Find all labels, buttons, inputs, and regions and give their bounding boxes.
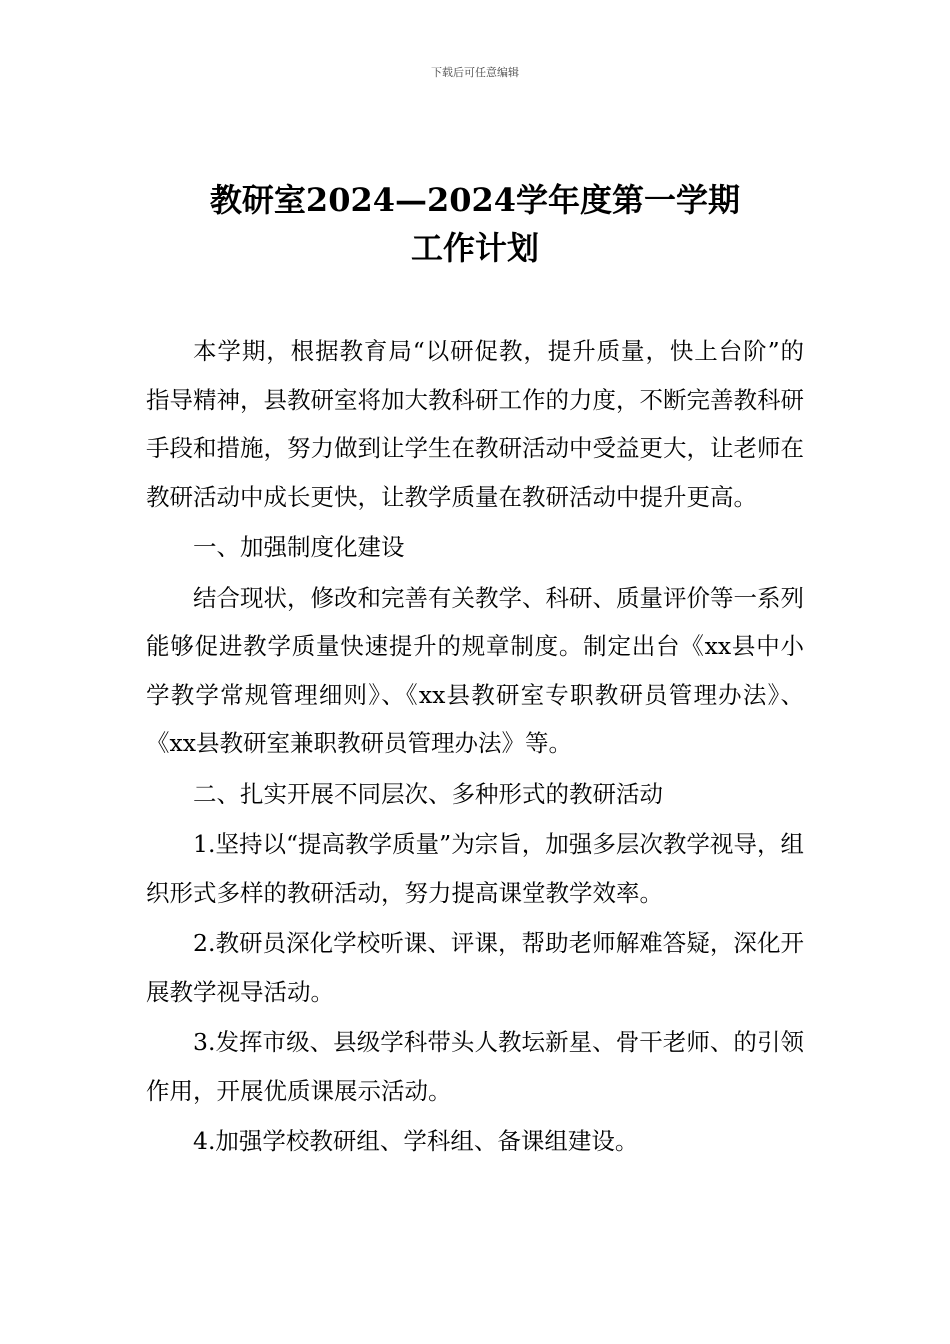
document-body <box>146 327 804 1168</box>
title-line-2: 工作计划 <box>410 229 539 267</box>
section-1-paragraph: 结合现状，修改和完善有关教学、科研、质量评价等一系列能够促进教学质量快速提升的规章制度。制定出台《xx县中小学教学常规管理细则》、《xx县教研室专职教研员管理办法》、《xx县教研室兼职教研员管理办法》等。 <box>146 583 804 757</box>
section-heading-1: 一、加强制度化建设 <box>193 533 405 561</box>
list-item-2: 2.教研员深化学校听课、评课，帮助老师解难答疑，深化开展教学视导活动。 <box>146 929 804 1006</box>
list-item-3: 3.发挥市级、县级学科带头人教坛新星、骨干老师、的引领作用，开展优质课展示活动。 <box>146 1028 804 1105</box>
document-title <box>0 176 950 272</box>
page-header-note: 下载后可任意编辑 <box>431 66 519 79</box>
intro-paragraph: 本学期，根据教育局“以研促教，提升质量，快上台阶”的指导精神，县教研室将加大教科研工作的力度，不断完善教科研手段和措施，努力做到让学生在教研活动中受益更大，让老师在教研活动中成长更快，让教学质量在教研活动中提升更高。 <box>146 337 804 511</box>
list-item-4: 4.加强学校教研组、学科组、备课组建设。 <box>193 1127 639 1155</box>
section-heading-2: 二、扎实开展不同层次、多种形式的教研活动 <box>193 779 663 808</box>
list-item-1: 1.坚持以“提高教学质量”为宗旨，加强多层次教学视导，组织形式多样的教研活动，努力提高课堂教学效率。 <box>146 830 804 907</box>
title-line-1: 教研室2024—2024学年度第一学期 <box>209 181 741 219</box>
